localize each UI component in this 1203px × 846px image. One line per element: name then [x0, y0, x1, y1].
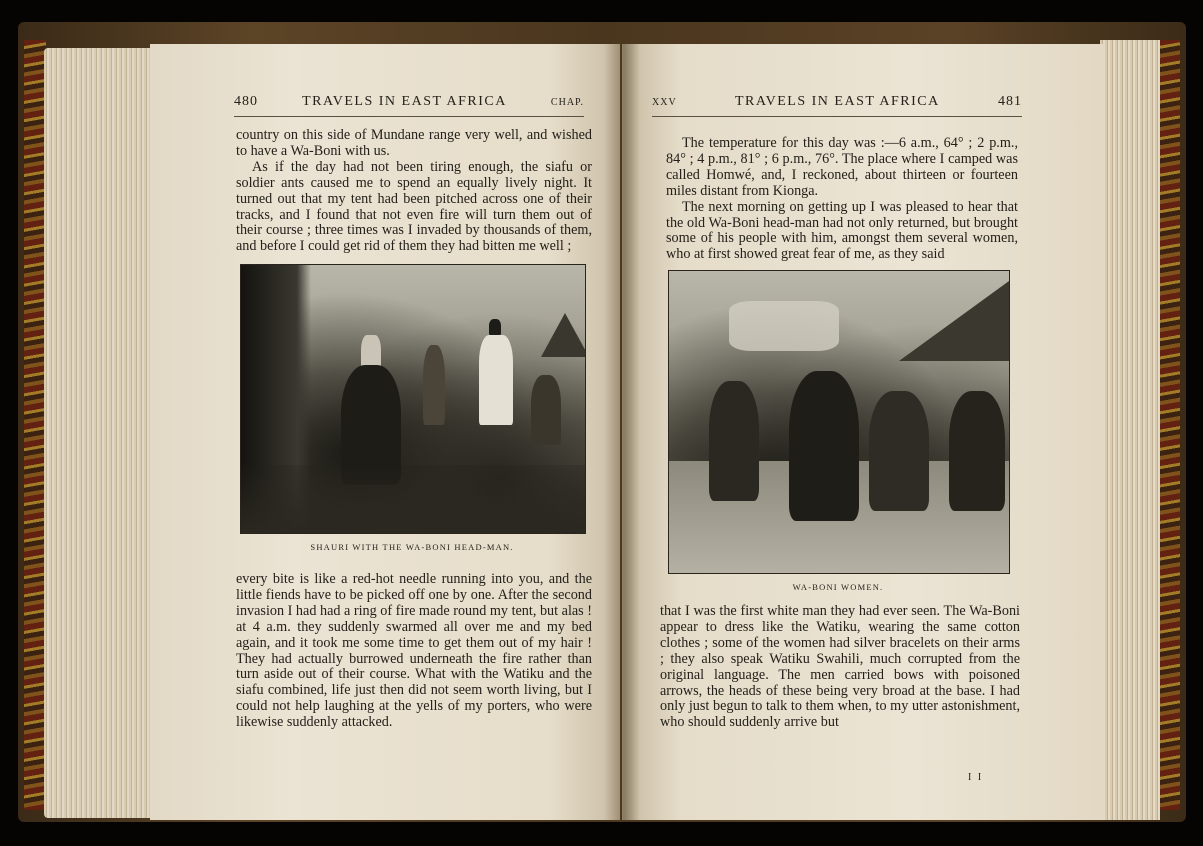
chapter-label: CHAP.	[550, 97, 584, 108]
page-edges-left	[44, 48, 154, 818]
paragraph: that I was the first white man they had ever seen. The Wa-Boni appear to dress like the Watiku, wearing the same cotton clothes ; some of the women had silver bracelets on their arms ; they also speak Watiku Swahili, much corrupted from the original language. The men carried bows with poisoned arrows, the heads of these being very broad at the base. I had only just begun to talk to them when, to my utter astonishment, who should suddenly arrive but	[660, 603, 1020, 731]
plate-waboni-women-photo	[668, 270, 1010, 574]
left-text-top	[236, 128, 592, 255]
right-head-rule	[652, 116, 1022, 117]
right-running-head	[652, 94, 1022, 110]
left-running-title: TRAVELS IN EAST AFRICA	[302, 94, 507, 109]
paragraph: every bite is like a red-hot needle running into you, and the little fiends have to be picked off one by one. After the second invasion I had had a ring of fire made round my tent, but alas ! at 4 a.m. they suddenly swarmed all over me and my bed again, and it took me some time to get them out of my hair ! They had actually burrowed underneath the fire rather than turn aside out of their course. What with the Watiku and the siafu combined, life just then did not seem worth living, but I could not help laughing at the yells of my porters, who were likewise suddenly attacked.	[236, 571, 592, 731]
marbled-edge-left	[24, 40, 46, 810]
right-running-title: TRAVELS IN EAST AFRICA	[734, 94, 940, 109]
left-head-rule	[234, 116, 584, 117]
left-running-head	[234, 94, 584, 110]
chapter-numeral: XXV	[652, 97, 677, 108]
paragraph: The temperature for this day was :—6 a.m., 64° ; 2 p.m., 84° ; 4 p.m., 81° ; 6 p.m., 76°. The place where I camped was called Homwé, and, I reckoned, about thirteen or fourteen miles distant from Kionga.	[666, 135, 1018, 199]
paragraph: As if the day had not been tiring enough, the siafu or soldier ants caused me to spend an equally lively night. It turned out that my tent had been pitched across one of their tracks, and I found that not even fire will turn them out of their course ; three times was I invaded by thousands of them, and before I could get rid of them they had bitten me well ;	[236, 158, 592, 255]
left-page-number: 480	[234, 94, 258, 109]
marbled-edge-right	[1158, 40, 1180, 810]
book-gutter	[604, 44, 640, 820]
right-text-bottom	[660, 604, 1020, 731]
plate-shauri-photo	[240, 264, 586, 534]
right-plate-caption: WA-BONI WOMEN.	[792, 582, 884, 592]
left-page	[150, 44, 620, 820]
left-text-bottom	[236, 572, 592, 731]
left-plate-caption: SHAURI WITH THE WA-BONI HEAD-MAN.	[310, 542, 514, 552]
signature-mark: I I	[968, 772, 984, 783]
right-page-number: 481	[998, 94, 1022, 109]
page-edges-right	[1100, 40, 1160, 820]
paragraph: country on this side of Mundane range very well, and wished to have a Wa-Boni with us.	[236, 127, 592, 159]
right-page	[622, 44, 1104, 820]
paragraph: The next morning on getting up I was pleased to hear that the old Wa-Boni head-man had not only returned, but brought some of his people with him, amongst them several women, who at first showed great fear of me, as they said	[666, 198, 1018, 263]
right-text-top	[666, 136, 1018, 263]
